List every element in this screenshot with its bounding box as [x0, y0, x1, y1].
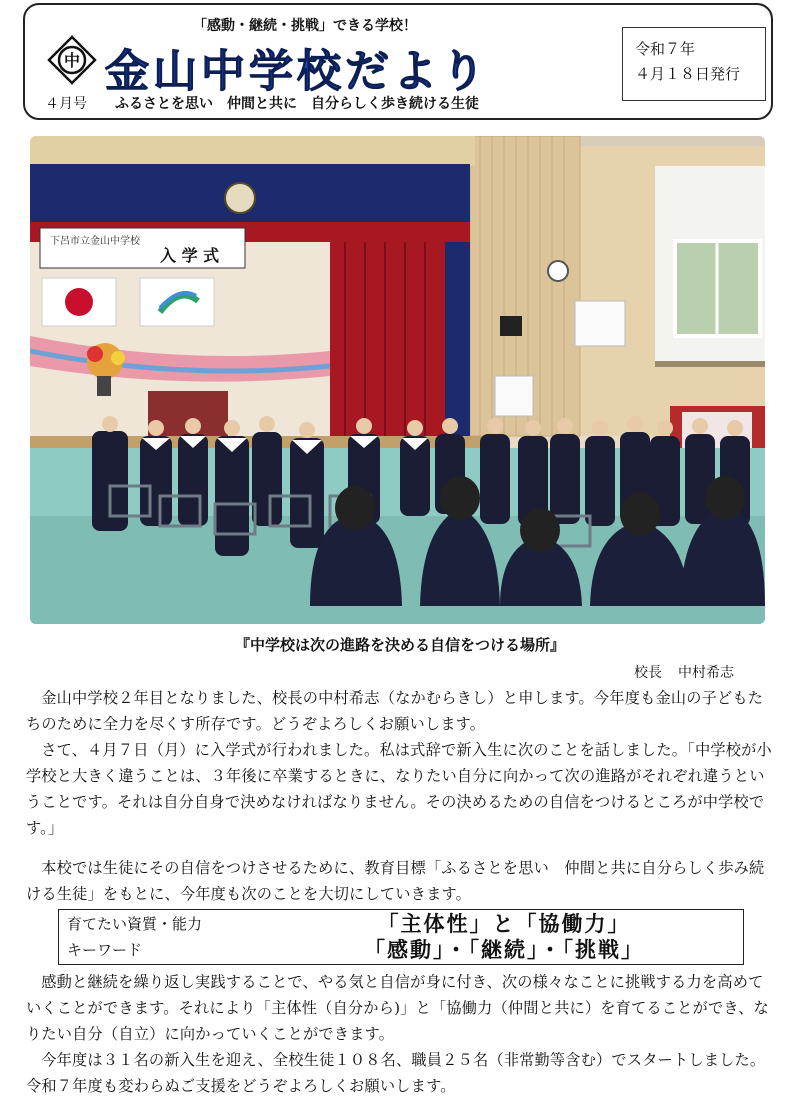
article-paragraph-3: 本校では生徒にその自信をつけさせるために、教育目標「ふるさとを思い 仲間と共に自分らしく歩み続ける生徒」をもとに、今年度も次のことを大切にしていきます。 — [26, 859, 765, 903]
author-name: 中村希志 — [678, 665, 734, 681]
newsletter-title: 金山中学校だより — [105, 46, 489, 97]
newsletter-header — [23, 3, 773, 120]
keyword-value-abilities: 「主体性」と「協働力」 — [377, 912, 631, 936]
article-paragraph-1: 金山中学校２年目となりました、校長の中村希志（なかむらきし）と申します。今年度も金山の子どもたちのために全力を尽くす所存です。どうぞよろしくお願いします。 — [26, 689, 764, 733]
photo-banner-title: 入 学 式 — [160, 246, 220, 265]
school-emblem-icon — [47, 35, 97, 85]
photo-banner-school: 下呂市立金山中学校 — [50, 236, 140, 247]
article-paragraph-4: 感動と継続を繰り返し実践することで、やる気と自信が身に付き、次の様々なことに挑戦する力を高めていくことができます。それにより「主体性（自分から)」と「協働力（仲間と共に）を育てることができ、なりたい自分（自立）に向かっていくことができます。 — [26, 973, 769, 1043]
article-headline: 『中学校は次の進路を決める自信をつける場所』 — [234, 636, 565, 654]
keyword-row-abilities — [67, 911, 631, 937]
entrance-ceremony-photo — [30, 136, 765, 624]
issue-date-box — [622, 27, 766, 101]
keyword-label-abilities: 育てたい資質・能力 — [67, 915, 203, 933]
keyword-label-keywords: キーワード — [67, 941, 143, 959]
article-author — [634, 662, 734, 682]
keyword-value-keywords: 「感動」・「継続」・「挑戦」 — [364, 938, 644, 962]
issue-era-year: 令和７年 — [635, 40, 696, 58]
issue-month: ４月号 — [45, 96, 87, 112]
keyword-row-keywords — [67, 937, 644, 963]
emblem-char: 中 — [63, 51, 81, 70]
school-motto: ふるさとを思い 仲間と共に 自分らしく歩き続ける生徒 — [115, 96, 479, 112]
header-tagline: 「感動・継続・挑戦」できる学校！ — [193, 18, 417, 34]
motto-line — [45, 93, 479, 113]
ceremony-photo-illustration — [30, 136, 765, 624]
author-role: 校長 — [634, 665, 662, 681]
article-paragraph-2: さて、４月７日（月）に入学式が行われました。私は式辞で新入生に次のことを話しました。「中学校が小学校と大きく違うことは、３年後に卒業するときに、なりたい自分に向かって次の進路がそれぞれ違うということです。それは自分自身で決めなければなりません。その決めるための自信をつけるところが中学校です。」 — [26, 741, 772, 837]
issue-date: ４月１８日発行 — [635, 65, 741, 83]
article-paragraph-5: 今年度は３１名の新入生を迎え、全校生徒１０８名、職員２５名（非常勤等含む）でスタートしました。令和７年度も変わらぬご支援をどうぞよろしくお願いします。 — [26, 1051, 766, 1095]
keyword-box — [58, 909, 744, 965]
